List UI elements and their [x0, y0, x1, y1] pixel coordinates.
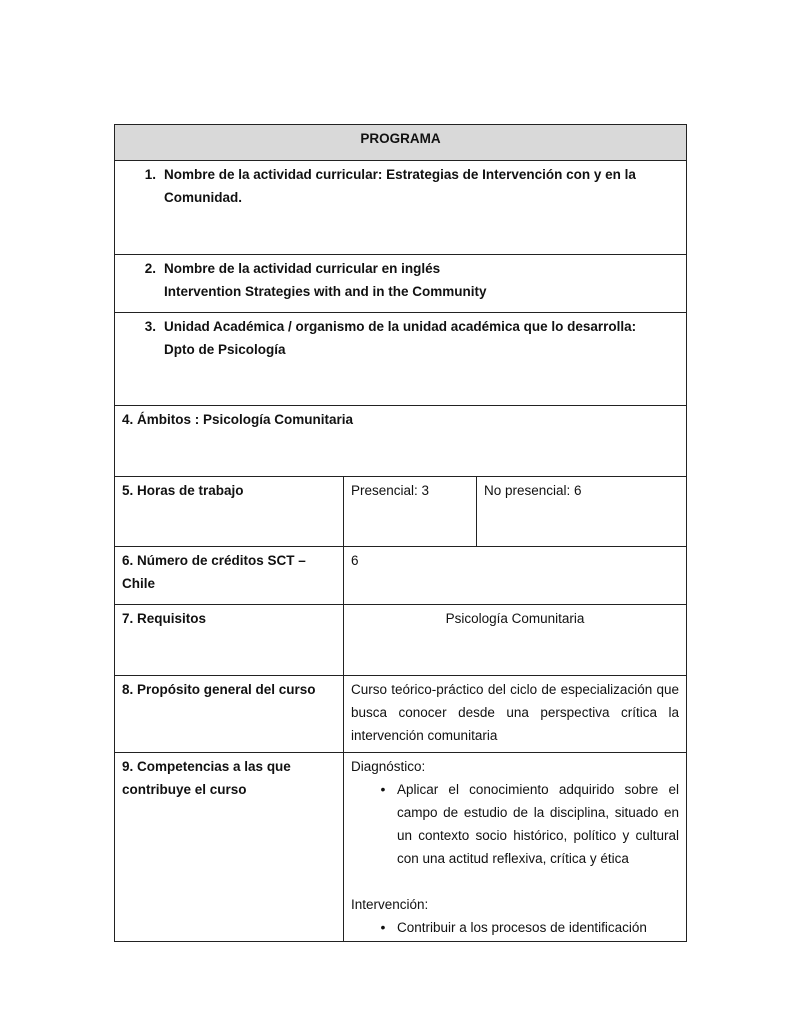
diagnostico-title: Diagnóstico:	[351, 759, 426, 774]
item-3-label: Unidad Académica / organismo de la unidad académica que lo desarrolla:	[164, 319, 637, 334]
bullet-icon: •	[380, 919, 386, 935]
item-5-no-presencial: No presencial: 6	[477, 477, 687, 547]
item-3-value: Dpto de Psicología	[164, 342, 286, 357]
item-1-number: 1.	[144, 167, 156, 182]
item-3-number: 3.	[144, 319, 156, 334]
item-9-content	[344, 753, 687, 942]
row-7	[115, 605, 687, 676]
item-2-value: Intervention Strategies with and in the Community	[164, 284, 487, 299]
table-title: PROGRAMA	[115, 125, 687, 161]
item-8-value: Curso teórico-práctico del ciclo de especialización que busca conocer desde una perspectiva crítica la intervención comunitaria	[344, 676, 687, 753]
item-5-label: 5. Horas de trabajo	[115, 477, 344, 547]
item-1-text: Nombre de la actividad curricular: Estrategias de Intervención con y en la Comunidad.	[164, 167, 636, 205]
row-9	[115, 753, 687, 942]
item-8-label: 8. Propósito general del curso	[115, 676, 344, 753]
diagnostico-bullet-text: Aplicar el conocimiento adquirido sobre el campo de estudio de la disciplina, situado en un contexto socio histórico, político y cultural con una actitud reflexiva, crítica y ética	[397, 782, 679, 866]
row-1	[115, 161, 687, 255]
item-2-label: Nombre de la actividad curricular en inglés	[164, 261, 441, 276]
item-7-label: 7. Requisitos	[115, 605, 344, 676]
item-2-number: 2.	[144, 261, 156, 276]
item-6-label: 6. Número de créditos SCT – Chile	[115, 547, 344, 605]
item-9-label: 9. Competencias a las que contribuye el curso	[115, 753, 344, 942]
item-4-text: 4. Ámbitos : Psicología Comunitaria	[115, 406, 687, 477]
row-6	[115, 547, 687, 605]
row-2	[115, 255, 687, 313]
program-table	[114, 124, 687, 942]
diagnostico-bullet	[369, 778, 679, 870]
intervencion-bullet-text: Contribuir a los procesos de identificación	[397, 920, 647, 935]
item-7-value: Psicología Comunitaria	[344, 605, 687, 676]
header-row	[115, 125, 687, 161]
item-6-value: 6	[344, 547, 687, 605]
row-4	[115, 406, 687, 477]
item-5-presencial: Presencial: 3	[344, 477, 477, 547]
row-3	[115, 313, 687, 406]
row-5	[115, 477, 687, 547]
bullet-icon: •	[380, 781, 386, 797]
intervencion-title: Intervención:	[351, 897, 429, 912]
intervencion-bullet	[369, 916, 679, 939]
row-8	[115, 676, 687, 753]
